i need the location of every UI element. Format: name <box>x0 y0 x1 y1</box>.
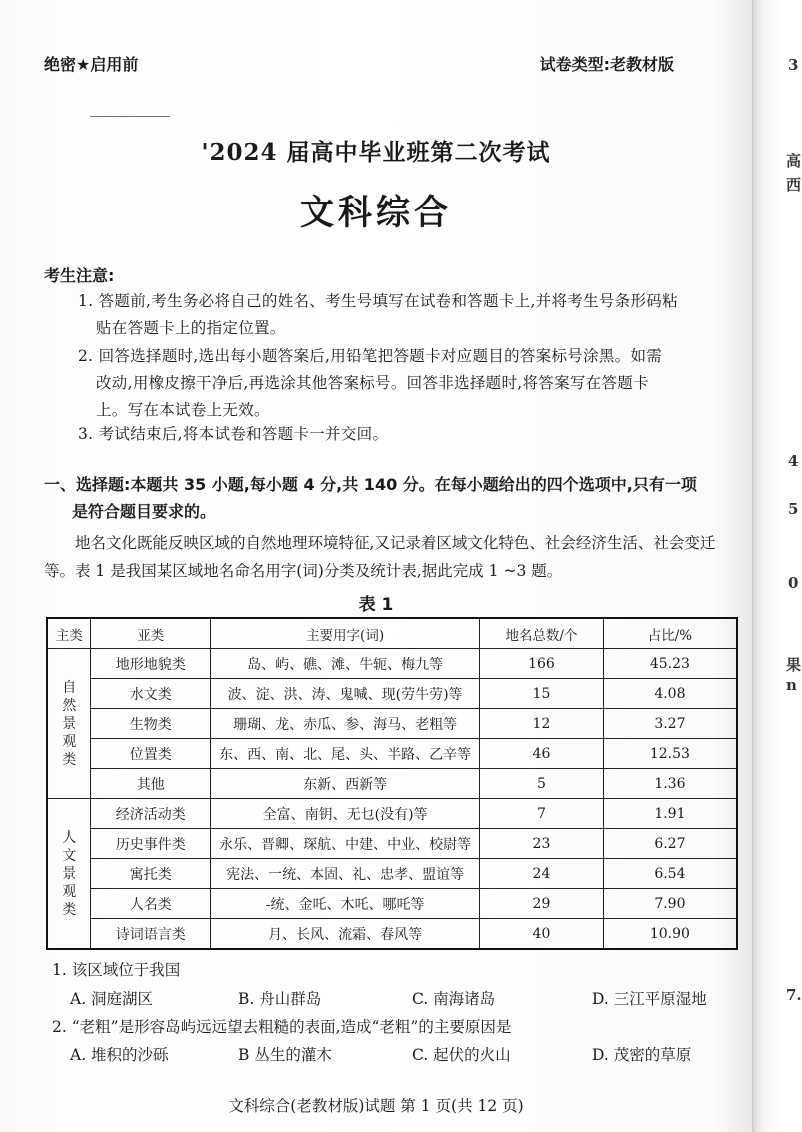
cell-chars: 东、西、南、北、尾、头、半路、乙辛等 <box>211 739 480 769</box>
cell-percent: 4.08 <box>603 679 737 709</box>
note-1 <box>78 288 738 342</box>
cell-subcategory: 寓托类 <box>91 859 211 889</box>
cell-percent: 3.27 <box>603 709 737 739</box>
cell-subcategory: 位置类 <box>91 739 211 769</box>
table-row <box>47 769 737 799</box>
table-row <box>47 859 737 889</box>
adjacent-fragment: 0 <box>788 574 799 592</box>
question-2-option-c: C. 起伏的火山 <box>412 1046 511 1064</box>
cell-total: 12 <box>480 709 604 739</box>
adjacent-fragment: 4 <box>788 452 799 470</box>
cultural-char: 文 <box>62 847 77 864</box>
main-category-cultural-label <box>59 829 79 919</box>
header-main-chars: 主要用字(词) <box>211 618 480 649</box>
adjacent-fragment: 高 <box>786 152 802 170</box>
cell-subcategory: 人名类 <box>91 889 211 919</box>
cell-subcategory: 历史事件类 <box>91 829 211 859</box>
confidential-label: 绝密★启用前 <box>44 55 139 74</box>
cultural-char: 观 <box>62 883 77 900</box>
table-row <box>47 739 737 769</box>
subject-title: 文科综合 <box>300 193 452 233</box>
notes-heading: 考生注意: <box>44 266 115 285</box>
cell-chars: 月、长风、流霜、春风等 <box>211 919 480 950</box>
question-2-option-d: D. 茂密的草原 <box>592 1046 692 1064</box>
cell-percent: 6.27 <box>603 829 737 859</box>
note-2 <box>78 343 738 424</box>
cell-percent: 7.90 <box>603 889 737 919</box>
cell-percent: 1.36 <box>603 769 737 799</box>
page-footer: 文科综合(老教材版)试题 第 1 页(共 12 页) <box>228 1097 524 1115</box>
question-1-option-c: C. 南海诸岛 <box>412 990 496 1008</box>
cell-percent: 10.90 <box>603 919 737 950</box>
natural-char: 景 <box>62 715 77 732</box>
natural-char: 类 <box>62 751 77 768</box>
cell-chars: 东新、西新等 <box>211 769 480 799</box>
note-2-line-1: 2. 回答选择题时,选出每小题答案后,用铅笔把答题卡对应题目的答案标号涂黑。如需 <box>78 347 663 365</box>
question-1-option-b: B. 舟山群岛 <box>238 990 322 1008</box>
table-row <box>47 679 737 709</box>
question-1-option-a: A. 洞庭湖区 <box>70 990 154 1008</box>
adjacent-fragment: 3 <box>788 56 799 74</box>
pen-mark <box>90 116 170 117</box>
cell-chars: 波、淀、洪、涛、鬼喊、现(劳牛劳)等 <box>211 679 480 709</box>
note-1-line-1: 1. 答题前,考生务必将自己的姓名、考生号填写在试卷和答题卡上,并将考生号条形码粘 <box>78 292 678 310</box>
cell-total: 166 <box>480 649 604 679</box>
note-3 <box>78 421 738 448</box>
cell-total: 23 <box>480 829 604 859</box>
note-1-line-2: 贴在答题卡上的指定位置。 <box>96 319 286 337</box>
question-2-stem: 2. “老粗”是形容岛屿远远望去粗糙的表面,造成“老粗”的主要原因是 <box>52 1018 512 1036</box>
cell-chars: 永乐、晋卿、琛航、中建、中业、校尉等 <box>211 829 480 859</box>
table-row <box>47 709 737 739</box>
natural-char: 观 <box>62 733 77 750</box>
cell-chars: -统、金吒、木吒、哪吒等 <box>211 889 480 919</box>
place-name-table <box>46 617 738 950</box>
cell-subcategory: 地形地貌类 <box>91 649 211 679</box>
section-heading-line-2: 是符合题目要求的。 <box>72 502 217 521</box>
cell-subcategory: 其他 <box>91 769 211 799</box>
table-row <box>47 829 737 859</box>
main-category-cultural <box>47 799 91 950</box>
adjacent-fragment: 西 <box>786 176 802 194</box>
paper-type-label: 试卷类型:老教材版 <box>539 55 674 74</box>
main-category-natural-label <box>59 679 79 769</box>
cell-total: 29 <box>480 889 604 919</box>
main-category-natural <box>47 649 91 799</box>
cell-subcategory: 经济活动类 <box>91 799 211 829</box>
note-3-line-1: 3. 考试结束后,将本试卷和答题卡一并交回。 <box>78 425 389 443</box>
cell-percent: 12.53 <box>603 739 737 769</box>
adjacent-fragment: 果 <box>786 656 802 674</box>
note-2-line-2: 改动,用橡皮擦干净后,再选涂其他答案标号。回答非选择题时,将答案写在答题卡 <box>96 374 649 392</box>
cell-subcategory: 生物类 <box>91 709 211 739</box>
header-percent: 占比/% <box>603 618 737 649</box>
table-row <box>47 919 737 950</box>
adjacent-fragment: n <box>786 676 797 694</box>
cell-percent: 6.54 <box>603 859 737 889</box>
cell-total: 7 <box>480 799 604 829</box>
cell-chars: 珊瑚、龙、赤瓜、参、海马、老粗等 <box>211 709 480 739</box>
adjacent-fragment: 7. <box>786 986 802 1004</box>
header-main-category: 主类 <box>47 618 91 649</box>
question-1-stem: 1. 该区域位于我国 <box>52 961 181 979</box>
cell-chars: 全富、南钥、无乜(没有)等 <box>211 799 480 829</box>
question-2-option-a: A. 堆积的沙砾 <box>70 1046 169 1064</box>
cell-total: 24 <box>480 859 604 889</box>
cell-total: 40 <box>480 919 604 950</box>
intro-paragraph: 地名文化既能反映区域的自然地理环境特征,又记录着区域文化特色、社会经济生活、社会变迁等。表 1 是我国某区域地名命名用字(词)分类及统计表,据此完成 1 ~3 题。 <box>44 534 716 580</box>
cell-chars: 岛、屿、礁、滩、牛轭、梅九等 <box>211 649 480 679</box>
table-row <box>47 649 737 679</box>
exam-title: '2024 届高中毕业班第二次考试 <box>201 139 551 166</box>
section-heading-line-1: 一、选择题:本题共 35 小题,每小题 4 分,共 140 分。在每小题给出的四个选项中,只有一项 <box>44 475 697 494</box>
question-1-option-d: D. 三江平原湿地 <box>592 990 707 1008</box>
cultural-char: 景 <box>62 865 77 882</box>
cell-percent: 1.91 <box>603 799 737 829</box>
question-2-option-b: B 丛生的灌木 <box>238 1046 332 1064</box>
natural-char: 自 <box>62 679 77 696</box>
cell-total: 15 <box>480 679 604 709</box>
natural-char: 然 <box>62 697 77 714</box>
table-caption: 表 1 <box>358 595 394 615</box>
cell-chars: 宪法、一统、本固、礼、忠孝、盟谊等 <box>211 859 480 889</box>
header-subcategory: 亚类 <box>91 618 211 649</box>
cell-total: 46 <box>480 739 604 769</box>
header-total: 地名总数/个 <box>480 618 604 649</box>
adjacent-fragment: 5 <box>788 500 799 518</box>
cell-percent: 45.23 <box>603 649 737 679</box>
cultural-char: 类 <box>62 901 77 918</box>
cell-total: 5 <box>480 769 604 799</box>
note-2-line-3: 上。写在本试卷上无效。 <box>96 401 270 419</box>
table-header-row <box>47 618 737 649</box>
cell-subcategory: 诗词语言类 <box>91 919 211 950</box>
section-heading <box>44 471 734 525</box>
cultural-char: 人 <box>62 829 77 846</box>
cell-subcategory: 水文类 <box>91 679 211 709</box>
table-row <box>47 889 737 919</box>
table-row <box>47 799 737 829</box>
